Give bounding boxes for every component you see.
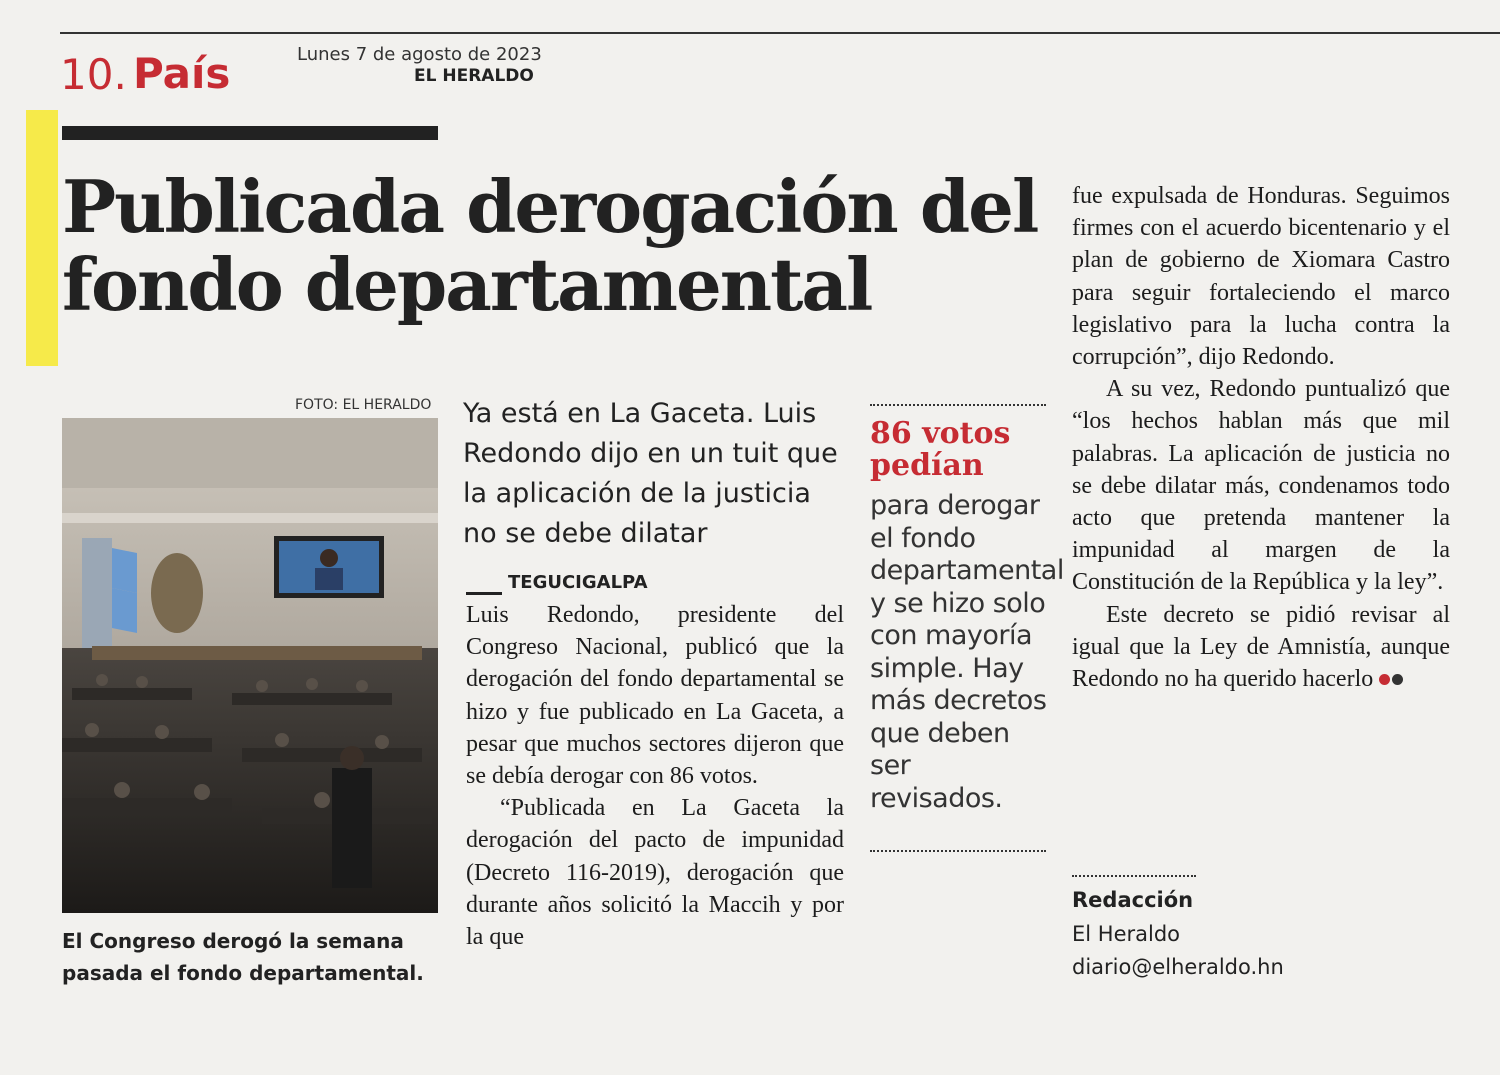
byline-paper: El Heraldo xyxy=(1072,922,1181,946)
end-mark-red-dot-icon xyxy=(1379,674,1390,685)
body-paragraph-1: Luis Redondo, presidente del Congreso Nacional, publicó que la derogación del fondo departamental se hizo y fue publicado en La Gaceta, a pesar que muchos sectores dijeron que se debía derogar con 86 votos. xyxy=(466,602,844,790)
dateline: TEGUCIGALPA xyxy=(508,572,648,593)
newspaper-name: EL HERALDO xyxy=(414,66,534,86)
end-mark-black-dot-icon xyxy=(1392,674,1403,685)
congress-photo xyxy=(62,418,438,913)
byline-rule xyxy=(1072,875,1196,877)
pull-quote-top-rule xyxy=(870,404,1046,406)
dateline-rule xyxy=(466,592,502,595)
page-number: 10. xyxy=(60,50,127,99)
byline-title: Redacción xyxy=(1072,888,1194,912)
article-body-column-1 xyxy=(466,599,844,953)
body-paragraph-2-part-1: “Publicada en La Gaceta la derogación del pacto de impunidad (Decreto 116-2019), derogación que durante años solicitó la Maccih y por la que xyxy=(466,795,844,951)
body-paragraph-4-wrap xyxy=(1072,599,1450,696)
byline-email: diario@elheraldo.hn xyxy=(1072,955,1284,979)
photo-caption: El Congreso derogó la semana pasada el fondo departamental. xyxy=(62,929,424,985)
page-number-separator: . xyxy=(113,50,127,99)
article-body-column-2 xyxy=(1072,180,1450,695)
pull-quote-bottom-rule xyxy=(870,850,1046,852)
pull-quote-heading: 86 votos pedían xyxy=(870,416,1011,483)
subheadline: Ya está en La Gaceta. Luis Redondo dijo en un tuit que la aplicación de la justicia no se debe dilatar xyxy=(463,398,838,549)
body-paragraph-4: Este decreto se pidió revisar al igual que la Ley de Amnistía, aunque Redondo no ha querido hacerlo xyxy=(1072,601,1450,693)
headline: Publicada derogación del fondo departamental xyxy=(62,164,1038,327)
page-top-rule xyxy=(60,32,1500,34)
highlighter-mark xyxy=(26,110,58,366)
photo-credit: FOTO: EL HERALDO xyxy=(295,397,432,413)
body-paragraph-2-part-2: fue expulsada de Honduras. Seguimos firmes con el acuerdo bicentenario y el plan de gobierno de Xiomara Castro para seguir fortaleciendo el marco legislativo para la lucha contra la corrupción”, dijo Redondo. xyxy=(1072,183,1450,371)
body-paragraph-3: A su vez, Redondo puntualizó que “los hechos hablan más que mil palabras. La aplicación de justicia no se debe dilatar más, condenamos todo acto que pretenda mantener la impunidad al margen de la Constitución de la República y la ley”. xyxy=(1072,376,1450,596)
section-name: País xyxy=(133,49,231,98)
issue-date: Lunes 7 de agosto de 2023 xyxy=(297,44,542,65)
headline-rule xyxy=(62,126,438,140)
pull-quote-text: para derogar el fondo departamental y se hizo solo con mayoría simple. Hay más decretos que deben ser revisados. xyxy=(870,490,1064,814)
